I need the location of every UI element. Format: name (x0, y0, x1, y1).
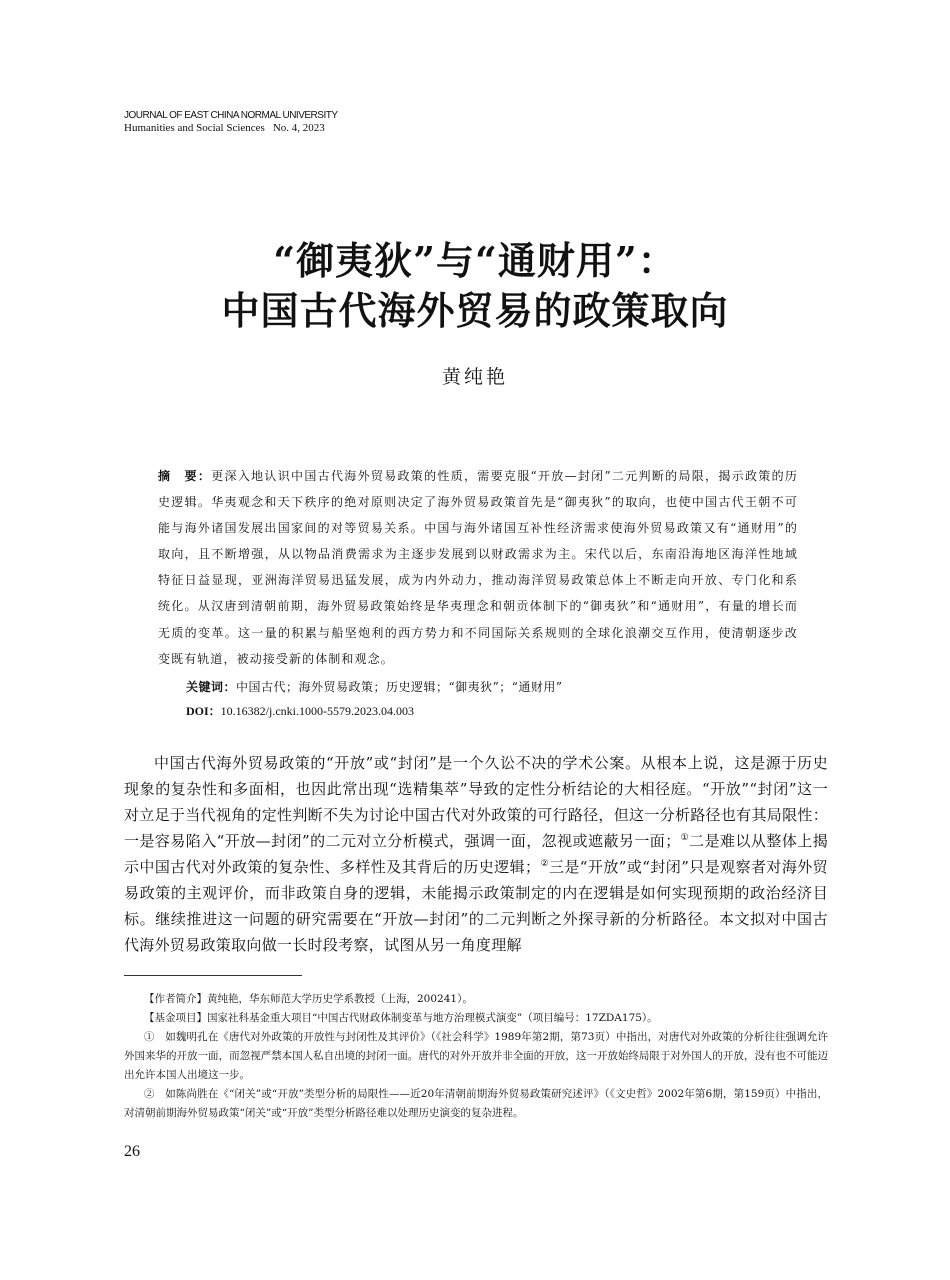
abstract-label: 摘 要： (158, 469, 212, 483)
keywords-label: 关键词： (186, 680, 237, 694)
abstract-text: 更深入地认识中国古代海外贸易政策的性质，需要克服“开放—封闭”二元判断的局限，揭示政策的历史逻辑。华夷观念和天下秩序的绝对原则决定了海外贸易政策首先是“御夷狄”的取向，也使中国古代王朝不可能与海外诸国发展出国家间的对等贸易关系。中国与海外诸国互补性经济需求使海外贸易政策又有“通财用”的取向，且不断增强，从以物品消费需求为主逐步发展到以财政需求为主。宋代以后，东南沿海地区海洋性地域特征日益显现，亚洲海洋贸易迅猛发展，成为内外动力，推动海洋贸易政策总体上不断走向开放、专门化和系统化。从汉唐到清朝前期，海外贸易政策始终是华夷理念和朝贡体制下的“御夷狄”和“通财用”，有量的增长而无质的变革。这一量的积累与船坚炮利的西方势力和不同国际关系规则的全球化浪潮交互作用，使清朝逐步改变既有轨道，被动接受新的体制和观念。 (158, 469, 798, 666)
footnote-2: ② 如陈尚胜在《“闭关”或“开放”类型分析的局限性——近20年清朝前期海外贸易政策研究述评》（《文史哲》2002年第6期，第159页）中指出，对清朝前期海外贸易政策“闭关”或“开放”类型分析路径难以处理历史演变的复杂进程。 (124, 1088, 828, 1119)
footnotes (124, 990, 828, 1123)
body-paragraph (124, 750, 828, 958)
author-name: 黄纯艳 (441, 366, 508, 388)
footnote-ref-2[interactable]: ② (540, 859, 549, 869)
author-bio-note: 【作者简介】黄纯艳，华东师范大学历史学系教授（上海，200241）。 (144, 993, 473, 1005)
footnote-divider (124, 975, 302, 976)
page-number: 26 (124, 1143, 140, 1160)
journal-series: Humanities and Social Sciences (124, 122, 265, 134)
body-text (124, 750, 828, 958)
article-title (0, 236, 950, 336)
journal-name: JOURNAL OF EAST CHINA NORMAL UNIVERSITY (124, 110, 338, 121)
keywords (186, 677, 563, 697)
funding-note: 【基金项目】国家社科基金重大项目“中国古代财政体制变革与地方治理模式演变”（项目编号：17ZDA175）。 (144, 1012, 658, 1024)
abstract (158, 463, 798, 672)
body-segment-3: 三是“开放”或“封闭”只是观察者对海外贸易政策的主观评价，而非政策自身的逻辑，未能揭示政策制定的内在逻辑是如何实现预期的政治经济目标。继续推进这一问题的研究需要在“开放—封闭”的二元判断之外探寻新的分析路径。本文拟对中国古代海外贸易政策取向做一长时段考察，试图从另一角度理解 (124, 858, 828, 954)
doi-label: DOI： (186, 704, 221, 718)
footnote-ref-1[interactable]: ① (680, 833, 690, 843)
title-line-2: 中国古代海外贸易的政策取向 (221, 288, 729, 333)
journal-issue: No. 4, 2023 (272, 122, 325, 134)
journal-header (124, 111, 338, 134)
body-segment-2: 二是难以从整体上揭示中国古代对外政策的复杂性、多样性及其背后的历史逻辑； (124, 832, 828, 876)
journal-subtitle (124, 123, 338, 134)
doi-value: 10.16382/j.cnki.1000-5579.2023.04.003 (220, 704, 414, 718)
keywords-text: 中国古代；海外贸易政策；历史逻辑；“御夷狄”；“通财用” (236, 680, 563, 694)
title-line-1: “御夷狄”与“通财用”： (273, 238, 677, 283)
doi (186, 701, 414, 721)
body-segment-1: 中国古代海外贸易政策的“开放”或“封闭”是一个久讼不决的学术公案。从根本上说，这是源于历史现象的复杂性和多面相，也因此常出现“选精集萃”导致的定性分析结论的大相径庭。“开放”“封闭”这一对立足于当代视角的定性判断不失为讨论中国古代对外政策的可行路径，但这一分析路径也有其局限性：一是容易陷入“开放—封闭”的二元对立分析模式，强调一面，忽视或遮蔽另一面； (124, 754, 828, 850)
footnote-1: ① 如魏明孔在《唐代对外政策的开放性与封闭性及其评价》（《社会科学》1989年第2期，第73页）中指出，对唐代对外政策的分析往往强调允许外国来华的开放一面，而忽视严禁本国人私自出境的封闭一面。唐代的对外开放并非全面的开放，这一开放始终局限于对外国人的开放，没有也不可能迈出允许本国人出境这一步。 (124, 1031, 828, 1081)
